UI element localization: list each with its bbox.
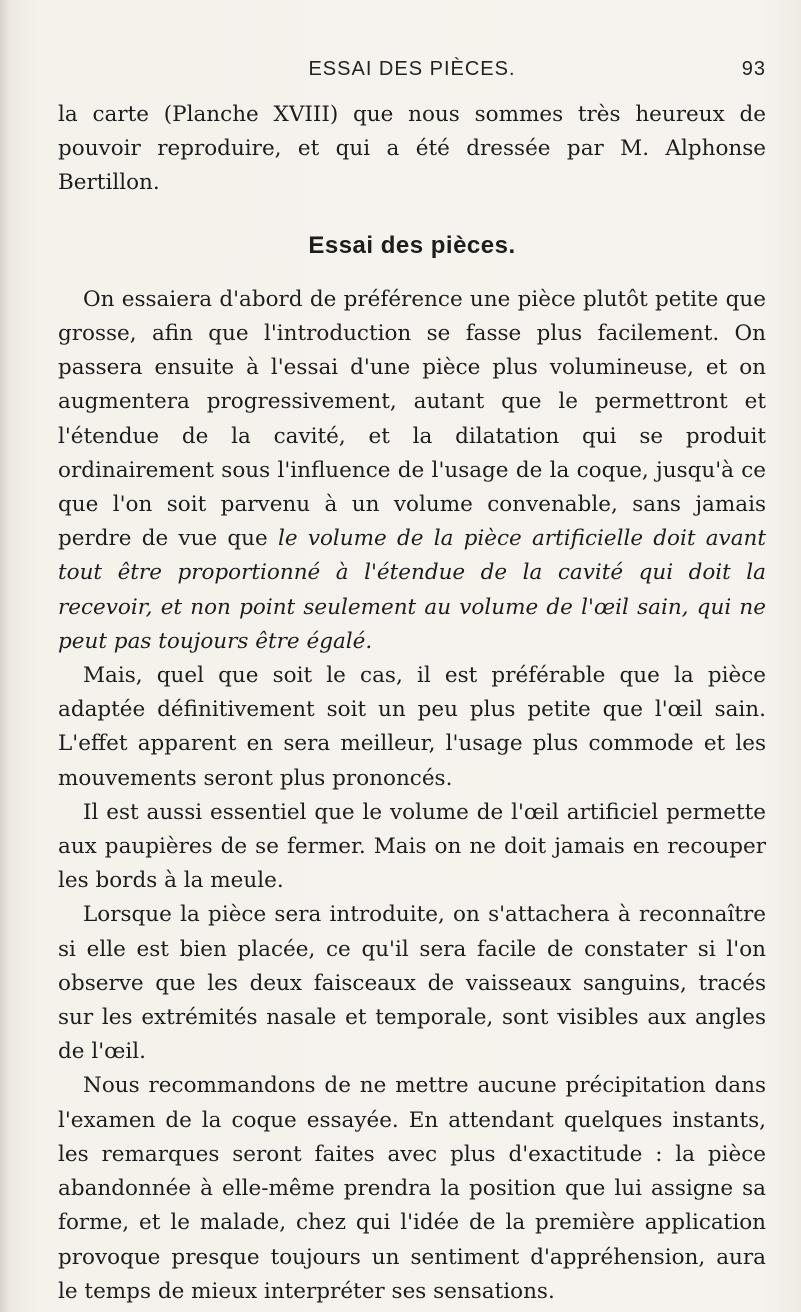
paragraph-continuation: la carte (Planche XVIII) que nous sommes très heureux de pouvoir reproduire, et qui a été dressée par M. Alphonse Bertillon. (58, 102, 766, 196)
paragraph-essai-italic: le volume de la pièce artificielle doit avant tout être proportionné à l'étendue de la cavité qui doit la recevoir, et non point seulement au volume de l'œil sain, qui ne peut pas toujours être égalé. (58, 526, 767, 654)
paragraph-mais: Mais, quel que soit le cas, il est préférable que la pièce adaptée définitivement soit un peu plus petite que l'œil sain. L'effet apparent en sera meilleur, l'usage plus commode et les mouvements seront plus prononcés. (58, 663, 766, 791)
page-header (58, 58, 766, 86)
paragraph-essai-text: On essaiera d'abord de préférence une pièce plutôt petite que grosse, afin que l'introduction se fasse plus facilement. On passera ensuite à l'essai d'une pièce plus volumineuse, et on augmentera progressivement, autant que le permettront et l'étendue de la cavité, et la dilatation qui se produit ordinairement sous l'influence de l'usage de la coque, jusqu'à ce que l'on soit parvenu à un volume convenable, sans jamais perdre de vue que (58, 286, 766, 552)
page-number: 93 (741, 58, 766, 80)
paragraph-essai (58, 283, 766, 659)
page-body (58, 98, 766, 1309)
paragraph-introduction: Lorsque la pièce sera introduite, on s'attachera à reconnaître si elle est bien placée, ce qu'il sera facile de constater si l'on observe que les deux faisceaux de vaisseaux sanguins, tracés sur les extrémités nasale et temporale, sont visibles aux angles de l'œil. (58, 902, 766, 1065)
paragraph-volume: Il est aussi essentiel que le volume de l'œil artificiel permette aux paupières de se fermer. Mais on ne doit jamais en recouper les bords à la meule. (58, 799, 766, 894)
binding-shadow (0, 0, 10, 1312)
section-heading: Essai des pièces. (308, 231, 516, 259)
running-title: ESSAI DES PIÈCES. (308, 58, 516, 80)
paragraph-examen: Nous recommandons de ne mettre aucune précipitation dans l'examen de la coque essayée. En attendant quelques instants, les remarques seront faites avec plus d'exactitude : la pièce abandonnée à elle-même prendra la position que lui assigne sa forme, et le malade, chez qui l'idée de la première application provoque presque toujours un sentiment d'appréhension, aura le temps de mieux interpréter ses sensations. (58, 1073, 766, 1304)
